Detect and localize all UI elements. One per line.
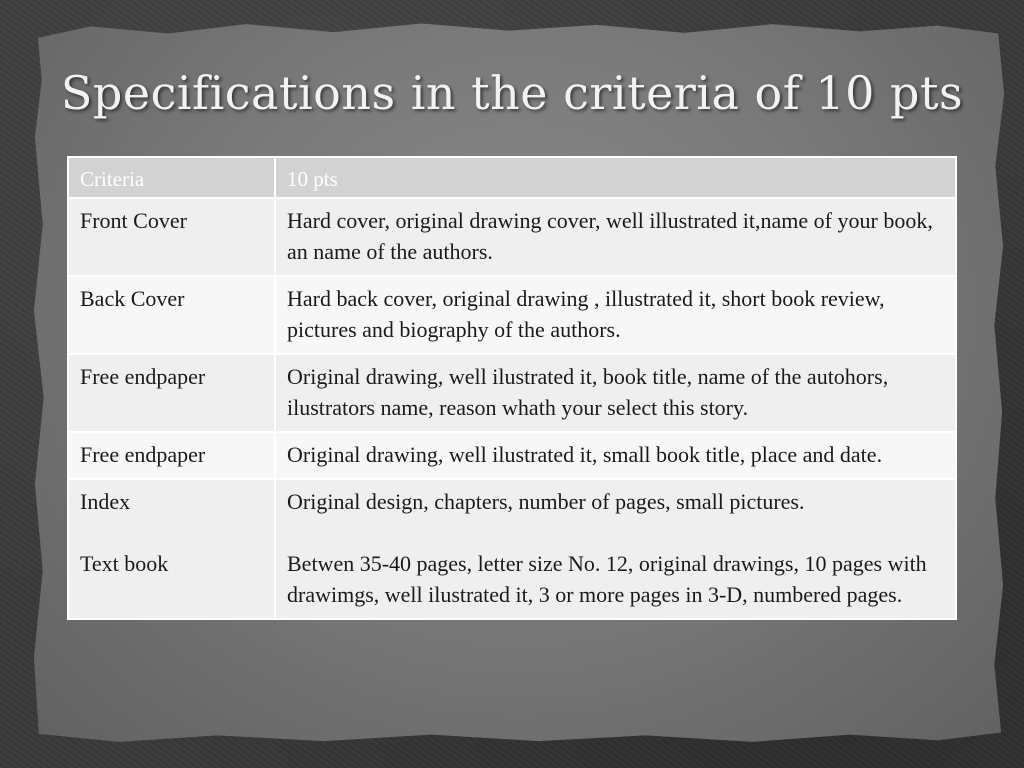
points-cell [275,276,956,354]
points-description: Betwen 35-40 pages, letter size No. 12, original drawings, 10 pages with drawimgs, well ilustrated it, 3 or more pages in 3-D, numbered pages. [287,551,927,607]
header-criteria: Criteria [68,157,275,198]
criteria-cell [68,198,275,276]
table-row [68,479,956,619]
table-row [68,354,956,432]
points-description: Original design, chapters, number of pages, small pictures. [287,489,805,514]
criteria-label: Index [80,489,131,514]
points-description: Original drawing, well ilustrated it, small book title, place and date. [287,442,883,467]
criteria-cell [68,432,275,479]
table-header-row [68,157,956,198]
slide-title: Specifications in the criteria of 10 pts [60,66,964,120]
criteria-label: Front Cover [80,208,187,233]
points-cell [275,479,956,619]
criteria-cell [68,479,275,619]
points-cell [275,432,956,479]
criteria-cell [68,276,275,354]
criteria-cell [68,354,275,432]
criteria-label: Free endpaper [80,442,206,467]
table-row [68,276,956,354]
criteria-table [67,156,957,620]
points-cell [275,198,956,276]
points-description: Hard back cover, original drawing , illustrated it, short book review, pictures and biography of the authors. [287,286,885,342]
criteria-label: Free endpaper [80,364,206,389]
criteria-label: Text book [80,551,169,576]
points-cell [275,354,956,432]
table-row [68,198,956,276]
header-points: 10 pts [275,157,956,198]
table-row [68,432,956,479]
points-description: Hard cover, original drawing cover, well illustrated it,name of your book, an name of the authors. [287,208,933,264]
points-description: Original drawing, well ilustrated it, book title, name of the autohors, ilustrators name, reason whath your select this story. [287,364,889,420]
criteria-label: Back Cover [80,286,185,311]
